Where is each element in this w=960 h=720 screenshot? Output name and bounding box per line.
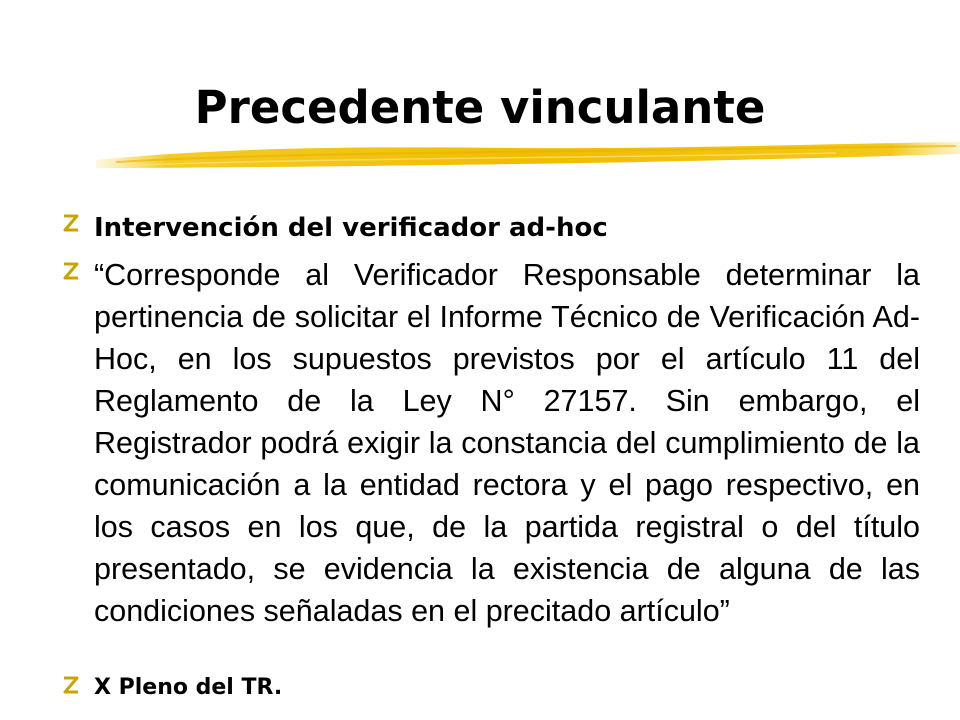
slide-title: Precedente vinculante: [194, 81, 766, 134]
bullet-text: X Pleno del TR.: [94, 675, 283, 700]
bullet-text: “Corresponde al Verificador Responsable determinar la pertinencia de solicitar el Informe Técnico de Verificación Ad-Hoc, en los supuestos previstos por el artículo 11 del Reglamento de la Ley N° 27157. Sin embargo, el Registrador podrá exigir la constancia del cumplimiento de la comunicación a la entidad rectora y el pago respectivo, en los casos en los que, de la partida registral o del título presentado, se evidencia la existencia de alguna de las condiciones señaladas en el precitado artículo”: [94, 258, 920, 628]
z-bullet-icon: [60, 208, 90, 238]
z-bullet-icon: [60, 254, 90, 284]
title-underline-brushstroke: [96, 138, 960, 178]
bullet-text: Intervención del verificador ad-hoc: [94, 213, 608, 243]
z-bullet-icon: [60, 670, 90, 700]
